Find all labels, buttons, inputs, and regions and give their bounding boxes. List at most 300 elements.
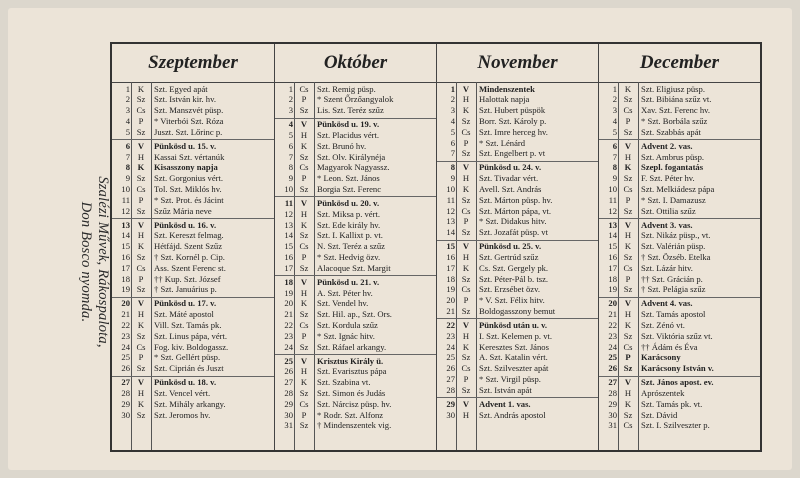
day-number: 16 [608, 252, 617, 262]
saint-name: * Szt. Didakus hitv. [479, 216, 547, 227]
saint-name: Tol. Szt. Miklós hv. [154, 183, 222, 194]
saint-name: * Szt. Ignác hitv. [317, 330, 375, 341]
day-number: 2 [450, 94, 455, 105]
weekday: Sz [461, 384, 471, 395]
saint-name: Cs. Szt. Gergely pk. [479, 262, 549, 273]
day-row [437, 127, 598, 138]
weekday: Sz [623, 409, 633, 420]
saint-name: Pünkösd u. 20. v. [317, 197, 380, 208]
day-number: 16 [121, 252, 130, 262]
weekday: Cs [461, 363, 471, 374]
day-row [275, 94, 436, 105]
day-row [275, 399, 436, 410]
day-number: 2 [612, 94, 617, 105]
saint-name: Szt. Hil. ap., Szt. Ors. [317, 309, 392, 320]
weekday: K [137, 398, 145, 409]
weekday: Cs [136, 262, 146, 273]
day-row [599, 94, 760, 105]
day-number: 23 [608, 330, 617, 341]
day-number: 17 [121, 262, 130, 273]
day-row [437, 162, 598, 173]
day-row [275, 173, 436, 184]
weekday: K [624, 83, 632, 94]
weekday: V [462, 241, 470, 252]
weekday: Sz [623, 252, 633, 262]
day-number: 26 [446, 363, 455, 374]
weekday: H [624, 387, 632, 398]
day-number: 31 [608, 420, 617, 431]
saint-name: Pünkösd u. 25. v. [479, 241, 542, 252]
saint-name: Szt. Kordula szűz [317, 319, 378, 330]
day-number: 4 [612, 116, 617, 126]
day-number: 30 [446, 409, 455, 420]
saint-name: I. Szt. Kelemen p. vt. [479, 330, 553, 341]
day-row [275, 220, 436, 231]
day-row [112, 410, 274, 421]
weekday: K [300, 219, 308, 230]
weekday: Sz [623, 94, 633, 105]
week-block [112, 139, 274, 219]
saint-name: †† Szt. Grácián p. [641, 273, 703, 284]
weekday: K [624, 398, 632, 409]
day-number: 1 [288, 83, 293, 94]
weekday: Sz [461, 194, 471, 205]
day-number: 3 [450, 105, 455, 116]
weekday: V [137, 298, 145, 309]
day-row [599, 399, 760, 410]
day-row [275, 141, 436, 152]
saint-name: Szt. Nikáz püsp., vt. [641, 230, 711, 241]
saint-name: Lis. Szt. Teréz szűz [317, 105, 384, 116]
day-row [437, 410, 598, 421]
day-number: 18 [121, 273, 130, 284]
day-row [599, 410, 760, 421]
day-number: 1 [612, 83, 617, 94]
day-row [437, 320, 598, 331]
weekday: H [300, 129, 308, 140]
day-row [275, 366, 436, 377]
day-row [112, 152, 274, 163]
weekday: H [462, 409, 470, 420]
saint-name: Advent 4. vas. [641, 298, 693, 309]
day-number: 27 [446, 373, 455, 384]
day-number: 9 [288, 173, 293, 184]
saint-name: Pünkösd után u. v. [479, 319, 548, 330]
weekday: V [624, 377, 632, 388]
weekday: Sz [136, 126, 146, 137]
day-number: 5 [288, 129, 293, 140]
saint-name: * Rodr. Szt. Alfonz [317, 409, 384, 420]
day-row [437, 284, 598, 295]
week-block [275, 82, 436, 119]
day-row [599, 342, 760, 353]
saint-name: Keresztes Szt. János [479, 341, 549, 352]
saint-name: Szt. Péter-Pál b. tsz. [479, 273, 549, 284]
saint-name: Szt. Viktória szűz vt. [641, 330, 713, 341]
saint-name: Szt. Gertrúd szűz [479, 251, 539, 262]
day-row [599, 105, 760, 116]
day-row [275, 309, 436, 320]
week-block [437, 82, 598, 162]
weekday: Sz [461, 148, 471, 159]
saint-name: Szűz Mária neve [154, 205, 212, 216]
weekday: Cs [299, 241, 309, 252]
weekday: Sz [299, 230, 309, 241]
weekday: V [624, 140, 632, 151]
week-block [112, 297, 274, 377]
weekday: Sz [623, 173, 633, 184]
day-row [112, 105, 274, 116]
weekday: H [300, 366, 308, 377]
day-number: 7 [450, 148, 455, 159]
day-row [437, 105, 598, 116]
saint-name: * Szt. Prot. és Jácint [154, 194, 224, 205]
saint-name: Szt. Dávid [641, 409, 678, 420]
week-block [437, 240, 598, 320]
saint-name: Aprószentek [641, 387, 685, 398]
day-number: 25 [284, 355, 293, 366]
day-number: 24 [284, 341, 293, 352]
day-row [599, 184, 760, 195]
saint-name: †† Kup. Szt. József [154, 273, 221, 284]
weeks-container [437, 82, 598, 450]
day-row [112, 388, 274, 399]
saint-name: Szt. Nárcisz püsp. hv. [317, 398, 392, 409]
weekday: Cs [461, 205, 471, 216]
month-title: December [599, 44, 760, 83]
weekday: Sz [623, 284, 633, 295]
weekday: P [301, 409, 307, 420]
weekday: H [462, 94, 470, 105]
day-number: 16 [446, 251, 455, 262]
day-number: 9 [125, 173, 130, 184]
saint-name: Pünkösd u. 24. v. [479, 162, 542, 173]
day-number: 28 [284, 388, 293, 398]
weekday: Cs [136, 183, 146, 194]
saint-name: Szt. Hubert püspök [479, 105, 546, 116]
day-number: 9 [450, 173, 455, 184]
saint-name: Szt. Ciprián és Juszt [154, 363, 224, 374]
weekday: K [137, 162, 145, 173]
day-number: 8 [612, 162, 617, 173]
weekday: H [137, 230, 145, 241]
weekday: P [301, 251, 307, 262]
day-row [599, 284, 760, 295]
day-row [437, 306, 598, 317]
weekday: Cs [299, 83, 309, 94]
day-number: 6 [288, 140, 293, 151]
day-row [275, 130, 436, 141]
weekday: P [463, 137, 469, 148]
week-block [599, 82, 760, 140]
saint-name: * Szt. Hedvig özv. [317, 251, 381, 262]
day-row [437, 374, 598, 385]
weekday: P [138, 116, 144, 126]
day-row [599, 141, 760, 152]
day-number: 3 [612, 105, 617, 116]
weekday: K [300, 298, 308, 309]
day-number: 6 [125, 140, 130, 151]
day-row [112, 363, 274, 374]
weekday: Sz [136, 409, 146, 420]
saint-name: Kassai Szt. vértanúk [154, 151, 225, 162]
saint-name: Szt. Márton püsp. hv. [479, 194, 553, 205]
day-number: 4 [450, 116, 455, 126]
saint-name: Vill. Szt. Tamás pk. [154, 319, 222, 330]
day-number: 24 [608, 341, 617, 352]
day-row [437, 385, 598, 396]
saint-name: Szt. Máté apostol [154, 309, 214, 320]
day-row [112, 127, 274, 138]
day-number: 1 [125, 83, 130, 94]
day-number: 6 [450, 137, 455, 148]
day-row [275, 105, 436, 116]
day-row [275, 342, 436, 353]
day-number: 26 [121, 363, 130, 374]
saint-name: Pünkösd u. 18. v. [154, 377, 217, 388]
day-number: 29 [284, 398, 293, 409]
saint-name: Szt. Linus pápa, vért. [154, 330, 228, 341]
day-row [112, 230, 274, 241]
day-number: 30 [121, 409, 130, 420]
weekday: V [300, 119, 308, 130]
day-row [437, 263, 598, 274]
day-row [437, 241, 598, 252]
saint-name: Szt. Szabina vt. [317, 377, 371, 388]
day-row [437, 138, 598, 149]
day-row [599, 220, 760, 231]
day-number: 6 [612, 140, 617, 151]
weekday: Sz [136, 94, 146, 105]
weekday: Sz [136, 363, 146, 374]
weekday: Sz [461, 352, 471, 363]
saint-name: Hétfájd. Szent Szűz [154, 241, 223, 252]
day-row [437, 352, 598, 363]
weekday: Cs [461, 284, 471, 295]
day-number: 2 [288, 94, 293, 105]
saint-name: Szt. Placidus vért. [317, 129, 380, 140]
day-number: 25 [608, 352, 617, 363]
day-row [437, 252, 598, 263]
day-row [599, 388, 760, 399]
day-row [275, 241, 436, 252]
weekday: Sz [136, 330, 146, 341]
day-number: 21 [446, 305, 455, 316]
day-row [275, 119, 436, 130]
day-number: 5 [450, 126, 455, 137]
day-number: 4 [288, 119, 293, 130]
saint-name: Magyarok Nagyassz. [317, 162, 390, 173]
month-column [436, 44, 598, 450]
day-number: 26 [284, 366, 293, 377]
day-row [437, 173, 598, 184]
day-row [112, 184, 274, 195]
day-row [275, 198, 436, 209]
day-number: 11 [284, 197, 293, 208]
day-number: 20 [284, 298, 293, 309]
saint-name: Szt. Ede király hv. [317, 219, 381, 230]
day-row [112, 195, 274, 206]
weekday: Sz [623, 363, 633, 374]
saint-name: Alacoque Szt. Margit [317, 262, 391, 273]
week-block [275, 275, 436, 355]
day-number: 4 [125, 116, 130, 126]
day-row [275, 410, 436, 421]
day-row [599, 263, 760, 274]
weekday: Sz [461, 227, 471, 238]
saint-name: Szt. Manszvét püsp. [154, 105, 224, 116]
publisher-line-1: Szalézi Művek, Rákospalota, [95, 176, 111, 348]
day-number: 2 [125, 94, 130, 105]
day-row [275, 184, 436, 195]
day-row [275, 420, 436, 431]
week-block [112, 82, 274, 140]
weekday: Sz [299, 262, 309, 273]
day-number: 15 [284, 241, 293, 252]
saint-name: Szt. Bibiána szűz vt. [641, 94, 712, 105]
day-row [437, 184, 598, 195]
weekday: Sz [461, 273, 471, 284]
day-number: 15 [608, 241, 617, 252]
day-number: 15 [446, 241, 455, 252]
saint-name: A. Szt. Péter hv. [317, 287, 373, 298]
weekday: K [300, 377, 308, 388]
day-row [437, 274, 598, 285]
day-row [599, 363, 760, 374]
day-number: 10 [284, 183, 293, 194]
day-row [275, 288, 436, 299]
day-number: 24 [121, 341, 130, 352]
saint-name: Szt. István apát [479, 384, 532, 395]
weekday: P [301, 173, 307, 184]
day-row [437, 227, 598, 238]
saint-name: Boldogasszony bemut [479, 305, 556, 316]
day-row [112, 263, 274, 274]
saint-name: Borgia Szt. Ferenc [317, 183, 382, 194]
weekday: H [137, 151, 145, 162]
day-row [599, 230, 760, 241]
weekday: P [625, 116, 631, 126]
day-number: 17 [446, 262, 455, 273]
day-number: 13 [121, 219, 130, 230]
day-number: 17 [608, 262, 617, 273]
saint-name: Krisztus Király ü. [317, 355, 384, 366]
saint-name: * Szt. Borbála szűz [641, 116, 708, 126]
day-row [112, 241, 274, 252]
saint-name: Karácsony István v. [641, 363, 714, 374]
day-number: 12 [284, 208, 293, 219]
day-row [275, 230, 436, 241]
saint-name: * Szt. Lénárd [479, 137, 526, 148]
saint-name: Szt. Evarisztus pápa [317, 366, 387, 377]
day-number: 30 [284, 409, 293, 420]
weekday: V [137, 377, 145, 388]
saint-name: Szt. Tivadar vért. [479, 173, 539, 184]
saint-name: Szt. Melkiádesz pápa [641, 183, 715, 194]
saint-name: Szt. Brunó hv. [317, 140, 367, 151]
saint-name: Szt. Imre herceg hv. [479, 126, 548, 137]
day-row [112, 116, 274, 127]
weekday: V [462, 319, 470, 330]
day-number: 20 [446, 295, 455, 306]
weekday: H [624, 151, 632, 162]
weekday: Sz [299, 309, 309, 320]
month-column [598, 44, 760, 450]
day-number: 29 [446, 398, 455, 409]
weekday: Cs [623, 262, 633, 273]
day-row [599, 162, 760, 173]
month-title: Október [275, 44, 436, 83]
weekday: Cs [623, 420, 633, 431]
day-row [112, 342, 274, 353]
saint-name: Pünkösd u. 19. v. [317, 119, 380, 130]
saint-name: Szt. János apost. ev. [641, 377, 714, 388]
weekday: Cs [299, 162, 309, 173]
weekday: Sz [461, 116, 471, 126]
day-number: 24 [446, 341, 455, 352]
day-row [599, 206, 760, 217]
day-row [275, 252, 436, 263]
day-row [275, 388, 436, 399]
day-number: 20 [608, 298, 617, 309]
day-number: 26 [608, 363, 617, 374]
day-number: 25 [121, 352, 130, 363]
weekday: K [137, 319, 145, 330]
day-row [275, 209, 436, 220]
day-row [599, 377, 760, 388]
day-row [112, 141, 274, 152]
saint-name: Szt. Kereszt felmag. [154, 230, 224, 241]
weekday: Cs [623, 105, 633, 116]
weekday: Sz [461, 305, 471, 316]
day-row [599, 84, 760, 95]
weekday: H [462, 251, 470, 262]
day-number: 14 [608, 230, 617, 241]
saint-name: Szt. Miksa p. vért. [317, 208, 381, 219]
saint-name: † Szt. Januárius p. [154, 284, 217, 295]
day-row [599, 298, 760, 309]
saint-name: * V. Szt. Félix hitv. [479, 295, 545, 306]
weekday: P [463, 295, 469, 306]
day-number: 21 [608, 309, 617, 320]
day-row [599, 331, 760, 342]
day-number: 1 [450, 83, 455, 94]
week-block [437, 318, 598, 398]
day-row [599, 152, 760, 163]
saint-name: * Viterbói Szt. Róza [154, 116, 224, 126]
day-row [599, 195, 760, 206]
saint-name: Szt. Tamás apostol [641, 309, 706, 320]
weekday: H [300, 208, 308, 219]
day-row [112, 298, 274, 309]
day-number: 15 [121, 241, 130, 252]
day-number: 22 [608, 319, 617, 330]
day-row [112, 206, 274, 217]
saint-name: Karácsony [641, 352, 681, 363]
day-row [437, 399, 598, 410]
day-number: 22 [121, 319, 130, 330]
weekday: H [462, 330, 470, 341]
week-block [599, 376, 760, 433]
saint-name: Szt. Márton pápa, vt. [479, 205, 552, 216]
saint-name: Szt. Gorgonius vért. [154, 173, 224, 184]
day-row [437, 331, 598, 342]
day-number: 12 [608, 205, 617, 216]
weekday: Sz [136, 205, 146, 216]
weekday: P [138, 194, 144, 205]
weekday: Sz [623, 126, 633, 137]
weekday: P [463, 216, 469, 227]
